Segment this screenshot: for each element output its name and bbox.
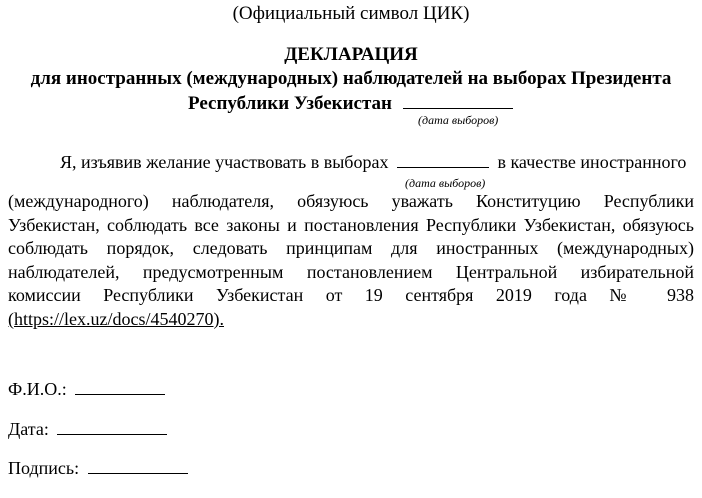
intro-line bbox=[60, 151, 686, 173]
paragraph-line: (международного) наблюдателя, обязуюсь уважать Конституцию Республики bbox=[8, 191, 694, 211]
lex-uz-link[interactable]: (https://lex.uz/docs/4540270). bbox=[8, 308, 224, 329]
signature-blank[interactable] bbox=[88, 457, 188, 474]
fio-field bbox=[8, 378, 165, 400]
intro-date-hint: (дата выборов) bbox=[405, 176, 486, 190]
paragraph-line: наблюдателей, предусмотренным постановлением Центральной избирательной bbox=[8, 261, 694, 282]
paragraph-line: комиссии Республики Узбекистан от 19 сентября 2019 года № 938 bbox=[8, 285, 694, 306]
date-label: Дата: bbox=[8, 419, 49, 439]
document-subtitle-line2 bbox=[188, 92, 513, 115]
fio-blank[interactable] bbox=[75, 378, 165, 395]
intro-text: Я, изъявив желание участвовать в выборах bbox=[60, 152, 389, 172]
election-date-blank[interactable] bbox=[403, 92, 513, 109]
intro-tail-text: в качестве иностранного bbox=[497, 152, 687, 172]
date-blank[interactable] bbox=[57, 418, 167, 435]
intro-date-blank[interactable] bbox=[397, 151, 489, 168]
date-field bbox=[8, 418, 167, 440]
paragraph-line: соблюдать порядок, следовать принципам для иностранных (международных) bbox=[8, 238, 694, 259]
declaration-paragraph bbox=[8, 190, 694, 332]
fio-label: Ф.И.О.: bbox=[8, 379, 67, 399]
document-title: ДЕКЛАРАЦИЯ bbox=[284, 44, 418, 65]
subtitle-country: Республики Узбекистан bbox=[188, 93, 392, 114]
paragraph-line: Узбекистан, соблюдать все законы и постановления Республики Узбекистан, обязуюсь bbox=[8, 214, 694, 235]
signature-field bbox=[8, 457, 188, 479]
document-subtitle-line1: для иностранных (международных) наблюдателей на выборах Президента bbox=[30, 68, 672, 89]
paragraph-line-last bbox=[8, 308, 694, 332]
signature-label: Подпись: bbox=[8, 458, 80, 478]
official-symbol-caption: (Официальный символ ЦИК) bbox=[232, 3, 470, 24]
election-date-hint: (дата выборов) bbox=[418, 113, 499, 127]
